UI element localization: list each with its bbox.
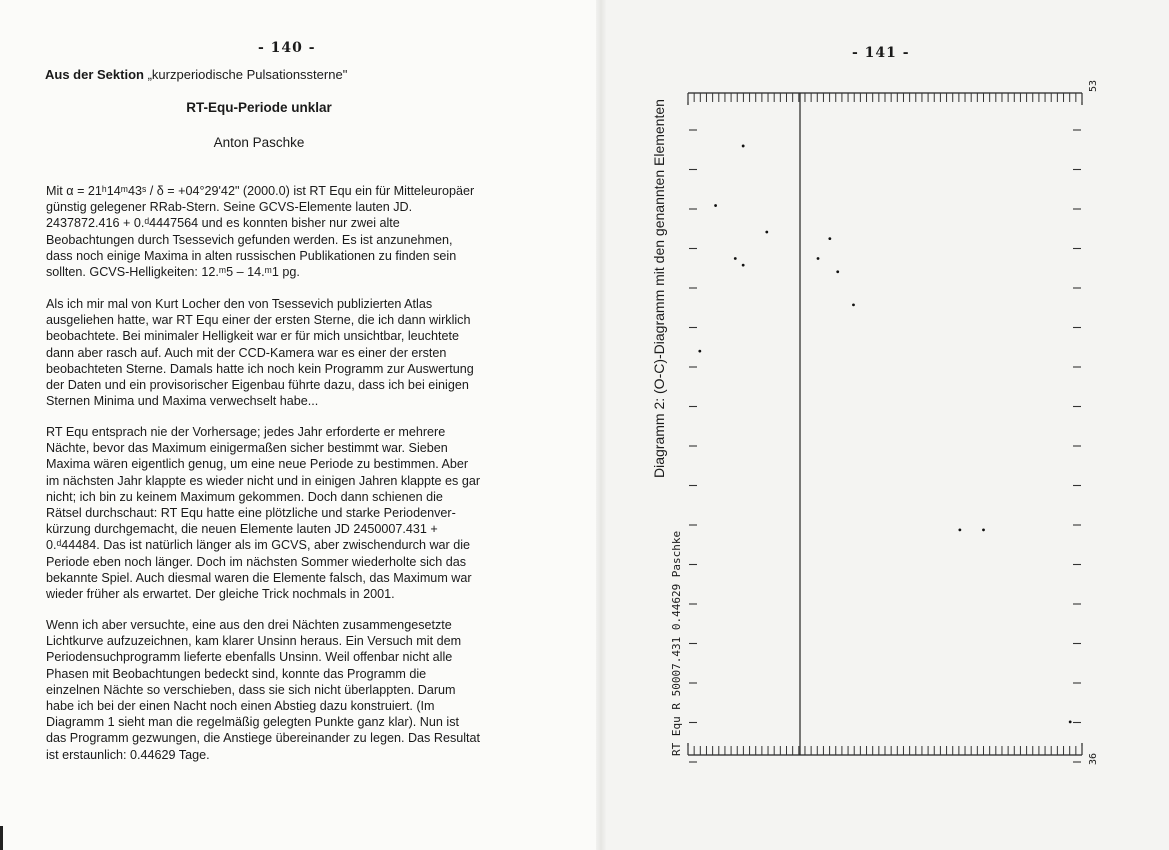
text-line: Beobachtungen durch Tsessevich gefunden werden. Es ist anzunehmen, bbox=[46, 232, 453, 247]
text-line: Als ich mir mal von Kurt Locher den von Tsessevich publizierten Atlas bbox=[46, 297, 433, 311]
article-title: RT-Equ-Periode unklar bbox=[186, 100, 332, 115]
text-line: der Daten und ein provisorischer Eigenbau führte dazu, dass ich bei einigen bbox=[46, 378, 469, 393]
page-number-left: - 140 - bbox=[258, 40, 316, 56]
diagram-caption: Diagramm 2: (O-C)-Diagramm mit den genannten Elementen bbox=[651, 99, 667, 478]
data-point bbox=[836, 270, 839, 273]
text-line: im nächsten Jahr klappte es wieder nicht und in einigen Jahren klappte es gar bbox=[46, 473, 481, 488]
text-line: Periode eben noch länger. Doch im nächsten Sommer wiederholte sich das bbox=[46, 554, 467, 569]
data-point bbox=[982, 529, 985, 532]
text-line: beobachtete. Bei minimaler Helligkeit war er für mich unsichtbar, leuchtete bbox=[46, 329, 459, 344]
text-line: dann aber rasch auf. Auch mit der CCD-Kamera war es einer der ersten bbox=[46, 345, 447, 360]
text-line: nicht; ich bin zu keinem Maximum gekommen. Doch dann schienen die bbox=[46, 489, 443, 504]
text-line: Maxima wären eigentlich genug, um eine neue Periode zu bestimmen. Aber bbox=[46, 457, 469, 472]
scan-edge-mark bbox=[0, 826, 3, 850]
text-line: einzelnen Nächte so verschieben, dass sie sich nicht überlappten. Darum bbox=[46, 682, 456, 697]
text-line: Sternen Minima und Maxima verwechselt habe... bbox=[46, 394, 319, 409]
oc-diagram bbox=[600, 0, 1169, 850]
text-line: Diagramm 1 sieht man die regelmäßig gelegten Punkte ganz klar). Nun ist bbox=[46, 715, 459, 730]
text-line: ausgeliehen hatte, war RT Equ einer der ersten Sterne, die ich dann wirklich bbox=[46, 313, 471, 328]
data-point bbox=[698, 350, 701, 353]
data-point bbox=[742, 145, 745, 148]
article-author: Anton Paschke bbox=[213, 135, 305, 150]
text-line: sollten. GCVS-Helligkeiten: 12.ᵐ5 – 14.ᵐ1 pg. bbox=[46, 265, 300, 280]
text-line: kürzung durchgemacht, die neuen Elemente lauten JD 2450007.431 + bbox=[46, 522, 438, 537]
text-line: Mit α = 21ʰ14ᵐ43ˢ / δ = +04°29'42" (2000.0) ist RT Equ ein für Mitteleuropäer bbox=[46, 184, 475, 198]
text-line: Nächte, bevor das Maximum einigermaßen sicher bestimmt war. Sieben bbox=[46, 441, 448, 456]
data-point bbox=[852, 303, 855, 306]
text-line: Phasen mit Beobachtungen bedeckt sind, konnte das Programm die bbox=[46, 666, 427, 681]
data-point bbox=[828, 237, 831, 240]
text-line: 0.ᵈ44484. Das ist natürlich länger als im GCVS, aber zwischendurch war die bbox=[46, 538, 471, 553]
text-line: Periodensuchprogramm lieferte ebenfalls Unsinn. Weil offenbar nicht alle bbox=[46, 650, 453, 665]
axis-top-value: 53 bbox=[1088, 79, 1099, 92]
text-line: beobachteten Sterne. Damals hatte ich noch kein Programm zur Auswertung bbox=[46, 361, 474, 376]
diagram-data-label: RT Equ R 50007.431 0.44629 Paschke bbox=[670, 530, 683, 756]
section-heading bbox=[45, 67, 347, 82]
data-point bbox=[817, 257, 820, 260]
page-number-right: - 141 - bbox=[852, 45, 910, 61]
text-line: bekannte Spiel. Auch diesmal waren die Elemente falsch, das Maximum war bbox=[46, 570, 472, 585]
text-line: das Programm gezwungen, die Anstiege übereinander zu legen. Das Resultat bbox=[46, 731, 481, 746]
text-line: Wenn ich aber versuchte, eine aus den drei Nächten zusammengesetzte bbox=[46, 618, 452, 632]
data-point bbox=[765, 231, 768, 234]
text-line: Lichtkurve aufzuzeichnen, kam klarer Unsinn heraus. Ein Versuch mit dem bbox=[46, 634, 462, 649]
paragraph-4 bbox=[46, 617, 536, 763]
section-prefix: Aus der Sektion bbox=[45, 67, 144, 82]
text-line: RT Equ entsprach nie der Vorhersage; jedes Jahr erforderte er mehrere bbox=[46, 425, 446, 439]
text-line: Rätsel durchschaut: RT Equ hatte eine plötzliche und starke Periodenver- bbox=[46, 506, 456, 521]
text-line: 2437872.416 + 0.ᵈ4447564 und es konnten bisher nur zwei alte bbox=[46, 216, 400, 231]
text-line: dass noch einige Maxima in alten russischen Publikationen zu finden sein bbox=[46, 248, 457, 263]
data-point bbox=[958, 529, 961, 532]
text-line: ist erstaunlich: 0.44629 Tage. bbox=[46, 747, 210, 762]
paragraph-1 bbox=[46, 183, 536, 280]
data-point bbox=[1069, 721, 1072, 724]
data-point bbox=[734, 257, 737, 260]
section-name: „kurzperiodische Pulsationssterne" bbox=[147, 67, 348, 82]
text-line: günstig gelegener RRab-Stern. Seine GCVS-Elemente lauten JD. bbox=[46, 200, 413, 215]
text-line: wieder früher als erwartet. Der gleiche Trick nochmals in 2001. bbox=[46, 587, 395, 602]
data-point bbox=[714, 204, 717, 207]
paragraph-3 bbox=[46, 424, 536, 602]
data-point bbox=[742, 264, 745, 267]
axis-bottom-value: 36 bbox=[1088, 752, 1099, 765]
paragraph-2 bbox=[46, 296, 536, 409]
text-line: habe ich bei der einen Nacht noch einen Abstieg dazu konstruiert. (Im bbox=[46, 699, 435, 714]
